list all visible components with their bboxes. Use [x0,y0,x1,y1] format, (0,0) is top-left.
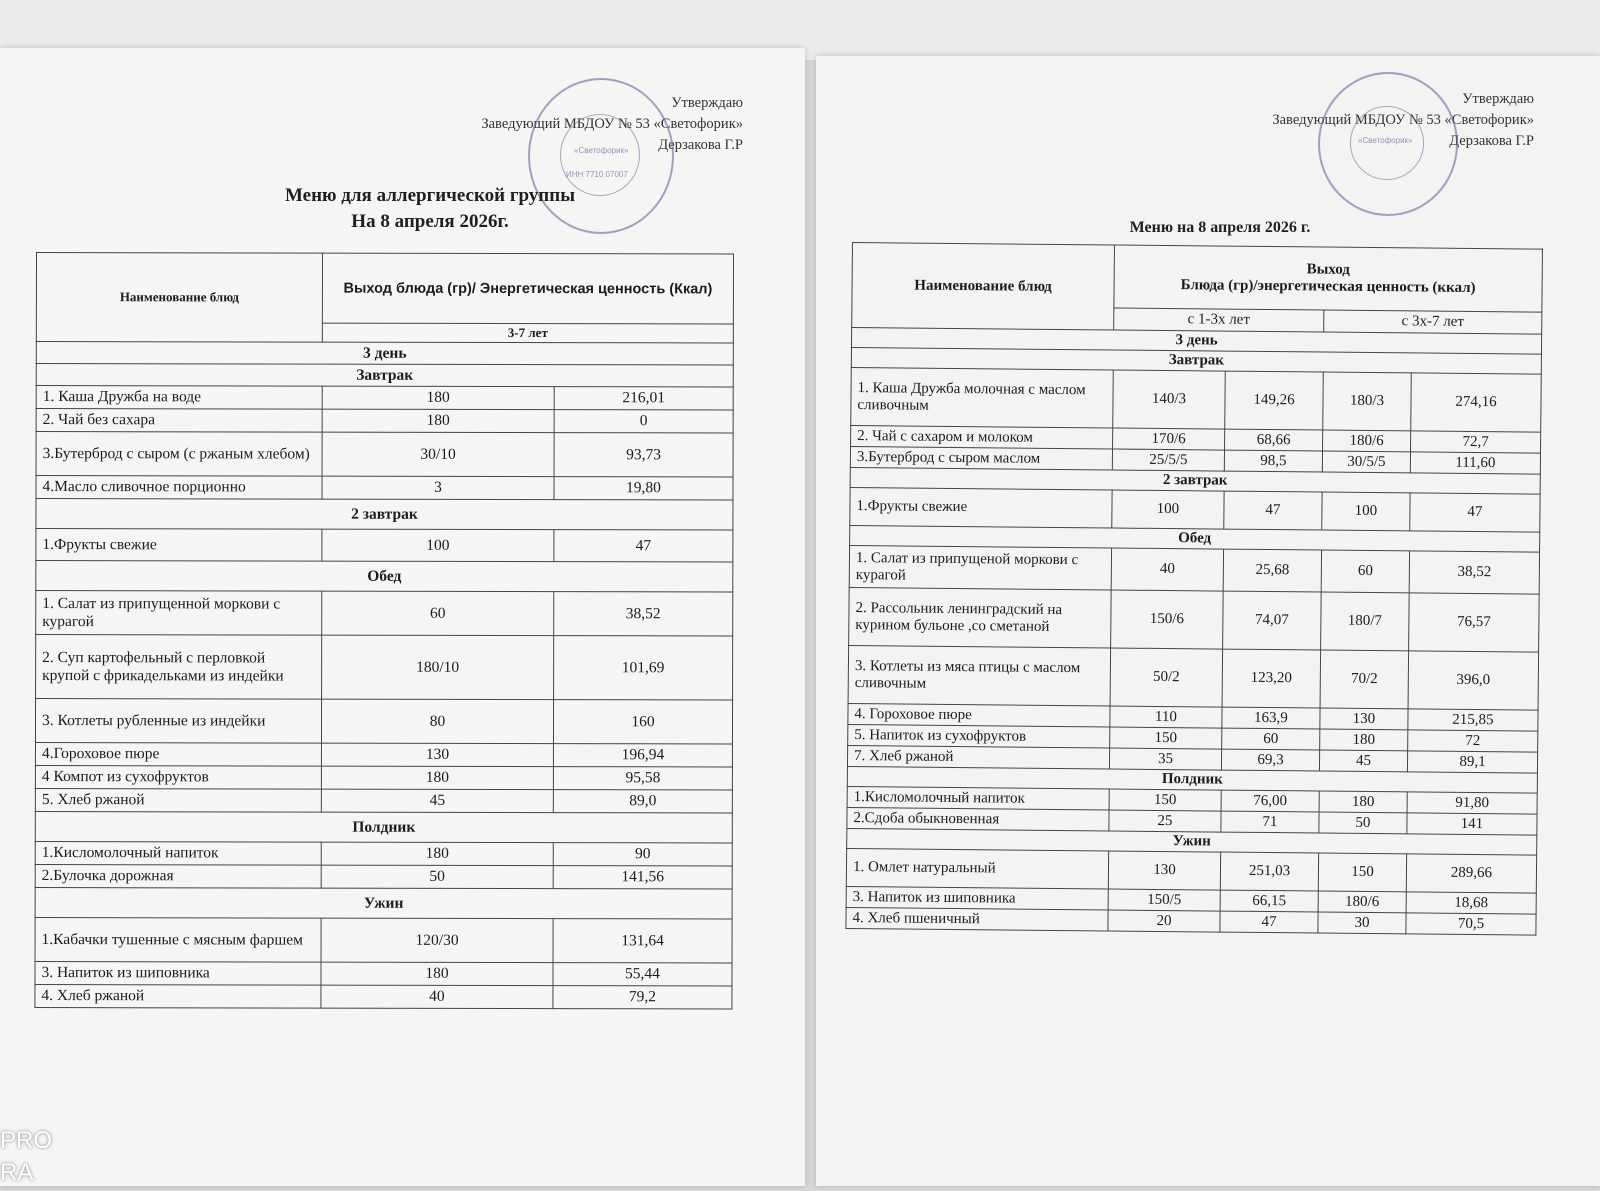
table-row [35,788,732,812]
dish-name: 3.Бутерброд с сыром (с ржаным хлебом) [36,432,322,477]
right-menu-table [845,242,1543,936]
section-header: Завтрак [851,347,1541,374]
left-title-block [230,183,630,235]
table-row [35,961,732,985]
table-row [36,635,733,700]
section-header: Ужин [35,887,732,918]
approver-title: Заведующий МБДОУ № 53 «Светофорик» [481,116,743,132]
col-header-dish: Наименование блюд [852,243,1115,331]
output-value: 180 [322,386,554,409]
dish-name: 3. Котлеты из мяса птицы с маслом сливочным [848,645,1111,706]
output-3-7: 180/6 [1323,430,1411,452]
output-3-7: 180 [1320,729,1408,751]
section-header: Полдник [35,811,732,842]
output-1-3: 20 [1108,910,1220,932]
kcal-1-3: 60 [1222,728,1320,750]
dish-name: 2.Сдоба обыкновенная [847,807,1109,831]
table-row [849,587,1540,652]
dish-name: 4.Гороховое пюре [35,743,321,767]
table-row [36,529,733,562]
output-1-3: 35 [1109,748,1221,770]
col-header-output-1: Выход [1306,261,1350,278]
kcal-1-3: 149,26 [1225,371,1324,430]
table-row [36,409,733,433]
kcal-1-3: 25,68 [1223,549,1321,592]
table-row [35,841,732,865]
output-value: 180 [321,766,553,789]
kcal-value: 38,52 [554,592,733,636]
table-row [35,699,732,744]
dish-name: 3.Бутерброд с сыром маслом [850,446,1112,470]
dish-name: 2. Чай без сахара [36,409,322,433]
dish-name: 1.Кабачки тушенные с мясным фаршем [35,917,321,962]
kcal-3-7: 47 [1410,493,1540,532]
watermark-line-2: RA [0,1159,34,1186]
dish-name: 2. Чай с сахаром и молоком [851,425,1113,449]
kcal-value: 93,73 [554,433,733,477]
kcal-1-3: 251,03 [1220,852,1318,891]
kcal-value: 160 [553,700,732,744]
kcal-value: 101,69 [554,636,733,700]
age-header-1-3: с 1-3х лет [1114,308,1324,332]
table-row [35,743,732,767]
output-3-7: 100 [1322,492,1410,531]
output-1-3: 50/2 [1110,648,1223,707]
table-row [35,765,732,789]
kcal-1-3: 123,20 [1222,649,1321,708]
approver-name: Дерзакова Г.Р [1449,133,1534,149]
output-3-7: 180/7 [1321,592,1410,651]
kcal-3-7: 38,52 [1409,551,1539,594]
table-row [849,545,1539,594]
dish-name: 1.Кисломолочный напиток [35,841,321,865]
right-title: Меню на 8 апреля 2026 г. [1129,219,1311,236]
dish-name: 3. Напиток из шиповника [846,886,1108,910]
day-header: 3 день [851,328,1541,355]
right-stamp [1318,72,1458,216]
kcal-3-7: 396,0 [1408,651,1539,710]
dish-name: 4 Компот из сухофруктов [35,765,321,789]
output-value: 130 [321,743,553,766]
dish-name: 4. Хлеб ржаной [35,984,321,1008]
output-1-3: 140/3 [1113,370,1226,429]
section-header: Ужин [847,828,1537,855]
output-1-3: 150 [1109,789,1221,811]
output-3-7: 45 [1319,750,1407,772]
kcal-value: 90 [553,843,732,866]
output-3-7: 180 [1319,791,1407,813]
right-stamp-text: «Светофорик» [1358,136,1413,145]
table-row [36,386,733,410]
left-menu-table [34,252,734,1009]
kcal-3-7: 274,16 [1411,373,1542,432]
dish-name: 7. Хлеб ржаной [847,745,1109,769]
col-header-output: Выход блюда (гр)/ Энергетическая ценность (Ккал) [322,253,733,324]
kcal-value: 19,80 [554,477,733,500]
col-header-output [1114,245,1543,312]
section-header: Обед [36,561,733,592]
kcal-3-7: 111,60 [1410,452,1540,474]
dish-name: 4. Хлеб пшеничный [846,907,1108,931]
output-value: 180 [322,409,554,432]
kcal-value: 196,94 [553,744,732,767]
output-3-7: 30/5/5 [1322,451,1410,473]
dish-name: 1.Фрукты свежие [850,487,1112,528]
output-value: 60 [322,591,554,635]
section-header: Обед [850,525,1540,552]
kcal-value: 79,2 [553,986,732,1009]
output-3-7: 130 [1320,708,1408,730]
output-value: 40 [321,985,553,1008]
section-header: Полдник [847,766,1537,793]
kcal-value: 89,0 [553,790,732,813]
output-1-3: 25 [1109,810,1221,832]
kcal-1-3: 163,9 [1222,707,1320,729]
dish-name: 1.Кисломолочный напиток [847,786,1109,810]
dish-name: 1. Салат из припущеной моркови с курагой [849,545,1111,590]
output-3-7: 60 [1321,550,1409,593]
kcal-3-7: 72 [1408,730,1538,752]
output-1-3: 150/5 [1108,889,1220,911]
dish-name: 4.Масло сливочное порционно [36,476,322,500]
output-3-7: 70/2 [1320,650,1409,709]
dish-name: 3. Котлеты рубленные из индейки [35,699,321,744]
output-value: 100 [322,529,554,561]
dish-name: 2. Суп картофельный с перловкой крупой с фрикадельками из индейки [36,635,322,700]
kcal-1-3: 69,3 [1221,749,1319,771]
section-header: 2 завтрак [36,499,733,530]
kcal-1-3: 68,66 [1225,429,1323,451]
table-row [846,848,1536,893]
approver-name: Дерзакова Г.Р [658,137,743,153]
table-row [35,864,732,888]
age-header: 3-7 лет [322,323,733,343]
dish-name: 1. Каша Дружба молочная с маслом сливочным [851,367,1114,428]
dish-name: 1. Омлет натуральный [846,848,1108,889]
kcal-1-3: 47 [1220,911,1318,933]
output-1-3: 25/5/5 [1112,449,1224,471]
kcal-1-3: 74,07 [1223,591,1322,650]
kcal-value: 216,01 [554,387,733,410]
kcal-3-7: 72,7 [1411,431,1541,453]
output-3-7: 180/3 [1323,372,1412,431]
kcal-value: 131,64 [553,919,732,963]
output-1-3: 40 [1111,548,1223,591]
kcal-3-7: 141 [1407,813,1537,835]
kcal-1-3: 47 [1224,491,1322,530]
table-row [850,487,1540,532]
dish-name: 1. Салат из припущенной моркови с курагой [36,591,322,636]
dish-name: 1.Фрукты свежие [36,529,322,562]
watermark-line-1: PRO [0,1127,53,1154]
kcal-3-7: 289,66 [1406,854,1536,893]
output-value: 50 [321,865,553,888]
output-1-3: 130 [1108,851,1220,890]
table-row [848,645,1539,710]
section-header: 2 завтрак [850,467,1540,494]
table-row [36,591,733,636]
kcal-3-7: 18,68 [1406,892,1536,914]
section-header: Завтрак [36,364,733,387]
dish-name: 3. Напиток из шиповника [35,961,321,985]
kcal-3-7: 70,5 [1406,913,1536,935]
table-row [851,367,1542,432]
output-value: 45 [321,789,553,812]
col-header-dish: Наименование блюд [36,253,322,343]
approver-title: Заведующий МБДОУ № 53 «Светофорик» [1272,112,1534,128]
kcal-1-3: 66,15 [1220,890,1318,912]
output-3-7: 180/6 [1318,891,1406,913]
kcal-3-7: 76,57 [1409,593,1540,652]
dish-name: 2.Булочка дорожная [35,864,321,888]
kcal-value: 0 [554,410,733,433]
output-3-7: 50 [1319,812,1407,834]
kcal-3-7: 89,1 [1407,751,1537,773]
table-row [36,432,733,477]
output-1-3: 110 [1110,706,1222,728]
output-1-3: 100 [1112,490,1224,529]
dish-name: 5. Хлеб ржаной [35,788,321,812]
output-value: 180 [321,842,553,865]
dish-name: 2. Рассольник ленинградский на курином бульоне ,со сметаной [849,587,1112,648]
col-header-output-2: Блюда (гр)/энергетическая ценность (ккал) [1180,277,1476,296]
output-value: 3 [322,476,554,499]
output-1-3: 170/6 [1113,428,1225,450]
age-header-3-7: с 3х-7 лет [1324,310,1542,334]
output-value: 80 [321,699,553,743]
output-3-7: 30 [1318,912,1406,934]
output-value: 180/10 [322,635,554,699]
kcal-3-7: 91,80 [1407,792,1537,814]
left-subtitle: На 8 апреля 2026г. [351,211,509,232]
output-3-7: 150 [1318,853,1406,892]
dish-name: 1. Каша Дружба на воде [36,386,322,410]
left-stamp-text-2: ИНН 7710 07007 [566,170,628,179]
output-1-3: 150/6 [1111,590,1224,649]
table-row [36,476,733,500]
kcal-1-3: 71 [1221,811,1319,833]
kcal-1-3: 98,5 [1224,450,1322,472]
kcal-value: 55,44 [553,963,732,986]
output-value: 30/10 [322,432,554,476]
kcal-value: 47 [554,530,733,562]
table-row [35,917,732,962]
day-header: 3 день [36,342,733,365]
output-value: 120/30 [321,918,553,962]
left-title: Меню для аллергической группы [284,185,576,206]
approve-label: Утверждаю [1462,91,1534,107]
kcal-value: 95,58 [553,767,732,790]
camera-watermark [0,1123,52,1191]
dish-name: 4. Гороховое пюре [848,703,1110,727]
approve-label: Утверждаю [671,95,743,111]
dish-name: 5. Напиток из сухофруктов [848,724,1110,748]
output-value: 180 [321,962,553,985]
kcal-3-7: 215,85 [1408,709,1538,731]
output-1-3: 150 [1110,727,1222,749]
table-row [35,984,732,1008]
kcal-1-3: 76,00 [1221,790,1319,812]
left-stamp-text: «Светофорик» [574,146,629,155]
kcal-value: 141,56 [553,866,732,889]
